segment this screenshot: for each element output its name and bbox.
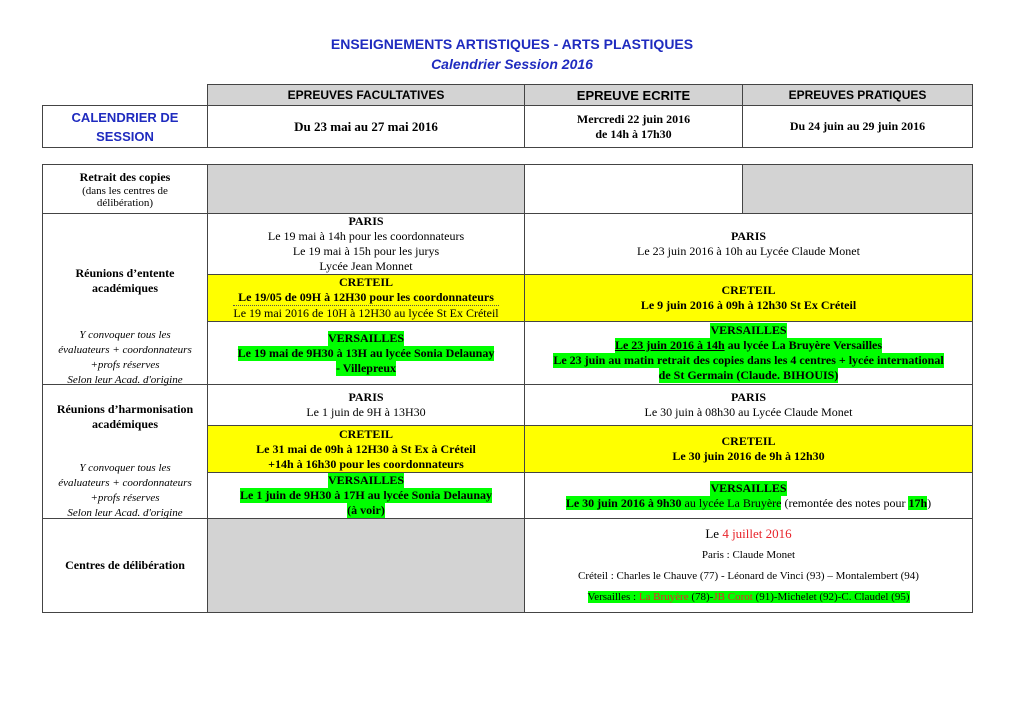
header-pratiques: EPREUVES PRATIQUES xyxy=(742,84,973,106)
entente-label-cell: Réunions d’entente académiques Y convoquer tous les évaluateurs + coordonnateurs +profs réserves Selon leur Acad. d'origine xyxy=(42,213,208,385)
harmonisation-paris-facultatives: PARIS Le 1 juin de 9H à 13H30 xyxy=(207,384,525,426)
entente-label: Réunions d’entente xyxy=(75,266,175,280)
centres-date: Le 4 juillet 2016 xyxy=(705,526,792,541)
harmonisation-note: Y convoquer tous les évaluateurs + coordonnateurs +profs réserves Selon leur Acad. d'origine xyxy=(58,462,192,519)
harmonisation-label: Réunions d’harmonisation xyxy=(56,402,194,416)
centres-versailles: Versailles : La Bruyère (78)-JB Corot (91)-Michelet (92)-C. Claudel (95) xyxy=(587,591,910,603)
harmonisation-paris-ecrite: PARIS Le 30 juin à 08h30 au Lycée Claude Monet xyxy=(524,384,973,426)
page-subtitle: Calendrier Session 2016 xyxy=(431,56,593,72)
centres-ecrite-cell xyxy=(524,518,973,613)
centres-facultatives-cell xyxy=(207,518,525,613)
retrait-ecrite-cell xyxy=(524,164,743,214)
harmonisation-creteil-facultatives: CRETEIL Le 31 mai de 09h à 12H30 à St Ex à Créteil +14h à 16h30 pour les coordonnateurs xyxy=(207,425,525,473)
centres-creteil: Créteil : Charles le Chauve (77) - Léonard de Vinci (93) – Montalembert (94) xyxy=(578,570,919,582)
centres-label: Centres de délibération xyxy=(42,518,208,613)
harmonisation-versailles-ecrite: VERSAILLES Le 30 juin 2016 à 9h30 au lycée La Bruyère (remontée des notes pour 17h) xyxy=(524,472,973,519)
retrait-pratiques-cell xyxy=(742,164,973,214)
entente-creteil-ecrite: CRETEIL Le 9 juin 2016 à 09h à 12h30 St Ex Créteil xyxy=(524,274,973,322)
harmonisation-versailles-facultatives: VERSAILLES Le 1 juin de 9H30 à 17H au lycée Sonia Delaunay (à voir) xyxy=(207,472,525,519)
entente-creteil-facultatives: CRETEIL Le 19/05 de 09H à 12H30 pour les coordonnateurs Le 19 mai 2016 de 10H à 12H30 au lycée St Ex Créteil xyxy=(207,274,525,322)
page-title: ENSEIGNEMENTS ARTISTIQUES - ARTS PLASTIQUES xyxy=(330,36,694,52)
entente-note: Y convoquer tous les évaluateurs + coordonnateurs +profs réserves Selon leur Acad. d'origine xyxy=(58,329,192,386)
entente-paris-facultatives: PARIS Le 19 mai à 14h pour les coordonnateurs Le 19 mai à 15h pour les jurys Lycée Jean Monnet xyxy=(207,213,525,275)
centres-paris: Paris : Claude Monet xyxy=(701,549,796,561)
harmonisation-creteil-ecrite: CRETEIL Le 30 juin 2016 de 9h à 12h30 xyxy=(524,425,973,473)
entente-versailles-facultatives: VERSAILLES Le 19 mai de 9H30 à 13H au lycée Sonia Delaunay - Villepreux xyxy=(207,321,525,385)
calendar-row-label: CALENDRIER DE SESSION xyxy=(42,105,208,148)
retrait-label: Retrait des copies (dans les centres de délibération) xyxy=(42,164,208,214)
pratiques-dates: Du 24 juin au 29 juin 2016 xyxy=(742,105,973,148)
harmonisation-label-cell: Réunions d’harmonisation académiques Y convoquer tous les évaluateurs + coordonnateurs +profs réserves Selon leur Acad. d'origine xyxy=(42,384,208,519)
entente-paris-ecrite: PARIS Le 23 juin 2016 à 10h au Lycée Claude Monet xyxy=(524,213,973,275)
header-ecrite: EPREUVE ECRITE xyxy=(524,84,743,106)
header-facultatives: EPREUVES FACULTATIVES xyxy=(207,84,525,106)
entente-versailles-ecrite: VERSAILLES Le 23 juin 2016 à 14h au lycée La Bruyère Versailles Le 23 juin au matin retrait des copies dans les 4 centres + lycée international de St Germain (Claude. BIHOUIS) xyxy=(524,321,973,385)
facultatives-dates: Du 23 mai au 27 mai 2016 xyxy=(207,105,525,148)
ecrite-dates: Mercredi 22 juin 2016 de 14h à 17h30 xyxy=(524,105,743,148)
retrait-facultatives-cell xyxy=(207,164,525,214)
